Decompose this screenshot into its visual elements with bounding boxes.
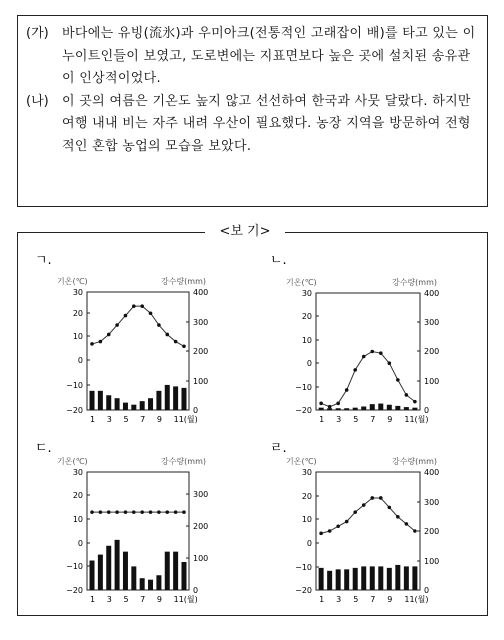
precip-axis-title: 강수량(mm) (161, 457, 207, 466)
temp-point (396, 378, 400, 382)
precip-bar (353, 568, 358, 590)
precip-bar (327, 408, 332, 410)
precip-bar (173, 552, 178, 590)
temp-point (182, 510, 186, 514)
precip-bar (327, 571, 332, 590)
precip-bar (98, 391, 103, 410)
temp-point (336, 524, 340, 528)
precip-tick-label: 300 (424, 498, 440, 507)
month-tick-label: 11(월) (404, 595, 429, 604)
temp-tick-label: 30 (301, 468, 312, 477)
temp-tick-label: 30 (72, 468, 83, 477)
climate-chart-2 (270, 253, 439, 424)
month-tick-label: 9 (156, 595, 162, 604)
precip-axis-title: 강수량(mm) (392, 457, 438, 466)
temp-point (328, 405, 332, 409)
temp-point (115, 323, 119, 327)
precip-bar (123, 403, 128, 410)
precip-bar (370, 566, 375, 590)
month-tick-label: 5 (123, 595, 129, 604)
precip-bar (404, 566, 409, 590)
temp-tick-label: 20 (301, 312, 312, 321)
month-tick-label: 9 (387, 415, 393, 424)
month-tick-label: 3 (106, 415, 112, 424)
bogi-title: <보 기> (205, 224, 285, 240)
temp-point (140, 510, 144, 514)
temp-point (405, 393, 409, 397)
month-tick-label: 3 (336, 415, 342, 424)
temp-point (99, 510, 103, 514)
temp-point (124, 314, 128, 318)
precip-bar (173, 386, 178, 410)
temp-point (157, 510, 161, 514)
temp-line (92, 306, 184, 346)
precip-bar (148, 398, 153, 410)
temp-tick-label: 0 (77, 356, 83, 365)
temp-point (90, 510, 94, 514)
month-tick-label: 9 (387, 595, 393, 604)
precip-bar (115, 540, 120, 590)
temp-point (413, 400, 417, 404)
temp-tick-label: −20 (295, 586, 312, 595)
precip-bar (181, 562, 186, 590)
month-tick-label: 7 (140, 415, 146, 424)
precip-tick-label: 400 (424, 289, 440, 298)
precip-bar (90, 561, 95, 591)
precip-bar (156, 575, 161, 590)
precip-tick-label: 100 (193, 377, 209, 386)
temp-line (321, 498, 415, 533)
month-tick-label: 7 (140, 595, 146, 604)
precip-tick-label: 200 (193, 347, 209, 356)
passage-item-text: 이 곳의 여름은 기온도 높지 않고 선선하여 한국과 사뭇 달랐다. 하지만 여행 내내 비는 자주 내려 우산이 필요했다. 농장 지역을 방문하여 전형적인 혼합 농업의 모습을 보았다. (62, 93, 471, 154)
precip-bar (156, 391, 161, 410)
temp-point (388, 361, 392, 365)
month-tick-label: 1 (90, 595, 96, 604)
month-tick-label: 3 (336, 595, 342, 604)
temp-point (353, 510, 357, 514)
panel-label: ㄱ. (35, 253, 52, 268)
temp-tick-label: −10 (66, 562, 83, 571)
climate-chart-1 (35, 253, 208, 424)
temp-point (115, 510, 119, 514)
temp-tick-label: 10 (72, 515, 83, 524)
temp-point (107, 510, 111, 514)
temp-tick-label: −20 (66, 406, 83, 415)
month-tick-label: 11(월) (173, 415, 198, 424)
temp-point (132, 304, 136, 308)
precip-tick-label: 300 (424, 318, 440, 327)
temp-tick-label: −10 (295, 383, 312, 392)
precip-bar (148, 580, 153, 590)
passage-item-text: 바다에는 유빙(流氷)과 우미아크(전통적인 고래잡이 배)를 타고 있는 이누이트인들이 보였고, 도로변에는 지표면보다 높은 곳에 설치된 송유관이 인상적이었다. (62, 26, 476, 86)
temp-tick-label: 10 (301, 336, 312, 345)
temp-point (362, 503, 366, 507)
temp-point (149, 510, 153, 514)
climate-chart-4 (270, 441, 439, 604)
temp-point (353, 368, 357, 372)
month-tick-label: 5 (353, 415, 359, 424)
temp-point (165, 510, 169, 514)
temp-point (132, 510, 136, 514)
precip-tick-label: 400 (193, 288, 209, 297)
temp-tick-label: −10 (295, 563, 312, 572)
precip-bar (395, 406, 400, 410)
temp-tick-label: 20 (72, 309, 83, 318)
temp-axis-title: 기온(℃) (57, 277, 88, 286)
temp-axis-title: 기온(℃) (57, 457, 88, 466)
precip-bar (395, 565, 400, 590)
precip-bar (165, 385, 170, 410)
precip-tick-label: 0 (193, 406, 199, 415)
temp-point (370, 350, 374, 354)
temp-point (379, 496, 383, 500)
temp-tick-label: −20 (295, 406, 312, 415)
temp-point (174, 510, 178, 514)
precip-tick-label: 100 (424, 377, 440, 386)
precip-bar (412, 408, 417, 410)
temp-axis-title: 기온(℃) (286, 457, 317, 466)
month-tick-label: 9 (156, 415, 162, 424)
month-tick-label: 1 (90, 415, 96, 424)
temp-point (107, 333, 111, 337)
precip-tick-label: 0 (424, 406, 430, 415)
month-tick-label: 11(월) (404, 415, 429, 424)
temp-tick-label: 10 (301, 515, 312, 524)
precip-tick-label: 200 (193, 522, 209, 531)
temp-point (388, 506, 392, 510)
precip-bar (106, 546, 111, 590)
temp-point (328, 529, 332, 533)
panel-label: ㄷ. (35, 441, 52, 456)
precip-tick-label: 100 (424, 557, 440, 566)
precip-bar (319, 408, 324, 410)
month-tick-label: 11(월) (173, 595, 198, 604)
precip-bar (387, 568, 392, 590)
temp-point (362, 355, 366, 359)
temp-tick-label: 20 (301, 492, 312, 501)
precip-bar (344, 569, 349, 590)
precip-tick-label: 0 (424, 586, 430, 595)
month-tick-label: 7 (370, 415, 376, 424)
precip-tick-label: 0 (193, 586, 199, 595)
climate-chart-3 (35, 441, 208, 604)
precip-bar (115, 398, 120, 410)
month-tick-label: 5 (123, 415, 129, 424)
precip-bar (344, 408, 349, 410)
temp-tick-label: 0 (306, 539, 312, 548)
precip-tick-label: 200 (424, 527, 440, 536)
month-tick-label: 3 (106, 595, 112, 604)
temp-tick-label: 10 (72, 332, 83, 341)
precip-bar (140, 401, 145, 410)
passage-item-label: (가) (26, 26, 49, 41)
precip-bar (131, 405, 136, 410)
temp-point (319, 532, 323, 536)
temp-line (321, 352, 415, 407)
precip-tick-label: 100 (193, 554, 209, 563)
temp-point (174, 340, 178, 344)
precip-bar (131, 566, 136, 590)
temp-point (140, 304, 144, 308)
precip-bar (336, 569, 341, 590)
precip-bar (336, 408, 341, 410)
temp-point (413, 529, 417, 533)
precip-bar (319, 568, 324, 590)
precip-bar (165, 552, 170, 590)
precip-bar (90, 391, 95, 410)
precip-tick-label: 200 (424, 347, 440, 356)
precip-bar (361, 566, 366, 590)
temp-point (165, 333, 169, 337)
temp-tick-label: 20 (72, 491, 83, 500)
precip-bar (123, 552, 128, 590)
precip-bar (106, 395, 111, 410)
temp-tick-label: 0 (306, 359, 312, 368)
precip-bar (181, 388, 186, 410)
month-tick-label: 1 (319, 415, 325, 424)
temp-point (124, 510, 128, 514)
temp-point (345, 520, 349, 524)
temp-point (379, 351, 383, 355)
precip-bar (140, 578, 145, 590)
temp-point (396, 515, 400, 519)
precip-tick-label: 300 (193, 490, 209, 499)
precip-tick-label: 300 (193, 318, 209, 327)
temp-point (182, 344, 186, 348)
precip-bar (98, 555, 103, 590)
temp-point (319, 402, 323, 406)
month-tick-label: 1 (319, 595, 325, 604)
temp-point (99, 340, 103, 344)
precip-axis-title: 강수량(mm) (161, 277, 207, 286)
panel-label: ㄴ. (270, 253, 287, 268)
panel-label: ㄹ. (270, 441, 287, 456)
precip-bar (370, 404, 375, 410)
precip-bar (378, 566, 383, 590)
precip-bar (353, 408, 358, 410)
temp-point (405, 522, 409, 526)
temp-tick-label: 30 (72, 288, 83, 297)
temp-point (90, 342, 94, 346)
temp-axis-title: 기온(℃) (286, 278, 317, 287)
temp-tick-label: 0 (77, 539, 83, 548)
temp-tick-label: −20 (66, 586, 83, 595)
precip-tick-label: 400 (424, 468, 440, 477)
month-tick-label: 5 (353, 595, 359, 604)
temp-point (149, 311, 153, 315)
passage-item-label: (나) (26, 93, 49, 109)
temp-point (336, 402, 340, 406)
precip-bar (387, 405, 392, 410)
precip-bar (361, 406, 366, 410)
precip-bar (404, 407, 409, 410)
temp-tick-label: −10 (66, 381, 83, 390)
temp-point (157, 323, 161, 327)
precip-bar (378, 404, 383, 410)
temp-point (345, 388, 349, 392)
month-tick-label: 7 (370, 595, 376, 604)
temp-point (370, 496, 374, 500)
precip-bar (412, 566, 417, 590)
precip-axis-title: 강수량(mm) (392, 278, 438, 287)
temp-tick-label: 30 (301, 289, 312, 298)
